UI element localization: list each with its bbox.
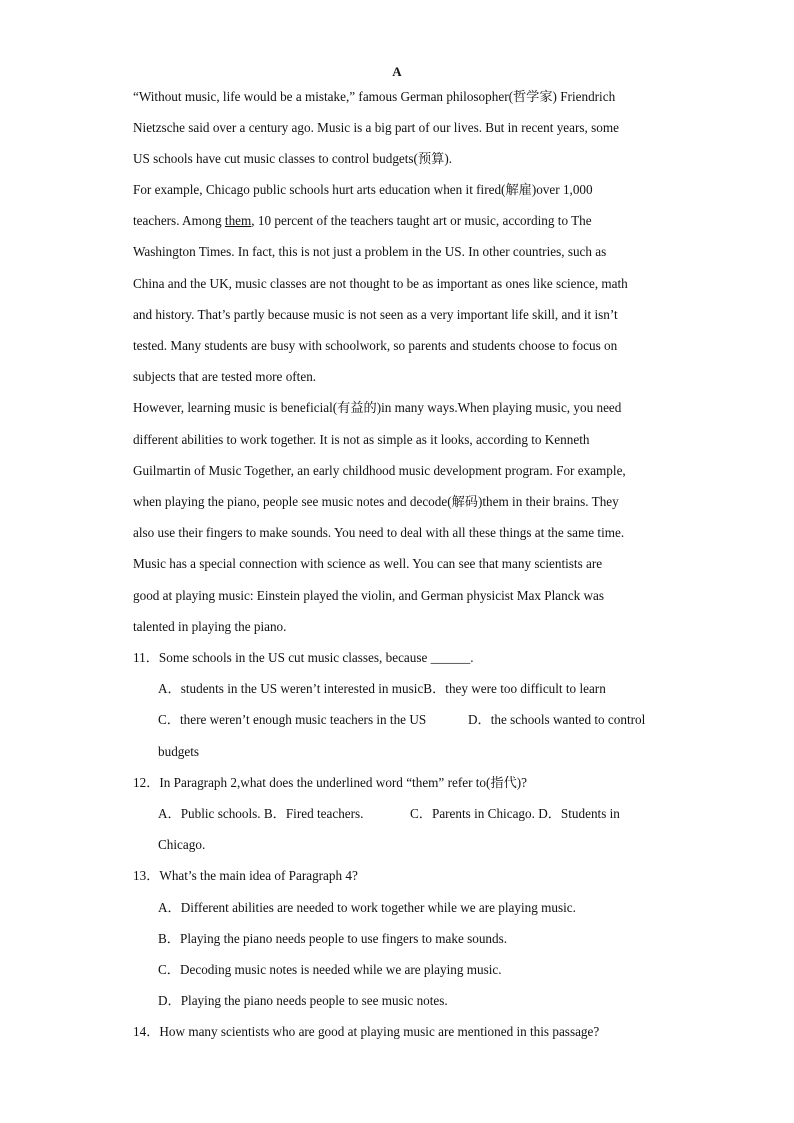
question-11-stem: 11．Some schools in the US cut music classes, because ______. [133, 650, 474, 665]
underlined-word: them [224, 213, 252, 228]
passage-line: good at playing music: Einstein played the violin, and German physicist Max Planck was [133, 588, 605, 603]
passage-line: “Without music, life would be a mistake,” famous German philosopher(哲学家) Friendrich [133, 89, 616, 104]
passage-line [133, 212, 592, 230]
passage-line: and history. That’s partly because music is not seen as a very important life skill, and it isn’t [133, 307, 618, 322]
question-12-stem: 12．In Paragraph 2,what does the underlined word “them” refer to(指代)? [133, 775, 528, 790]
question-13-option-d: D．Playing the piano needs people to see music notes. [158, 993, 448, 1008]
question-11-option-d: D．the schools wanted to control [468, 712, 646, 727]
passage-line: also use their fingers to make sounds. You need to deal with all these things at the same time. [133, 525, 625, 540]
passage-line: when playing the piano, people see music notes and decode(解码)them in their brains. They [133, 494, 619, 509]
question-11-options-ab: A．students in the US weren’t interested in musicB．they were too difficult to learn [158, 681, 606, 696]
passage-line: China and the UK, music classes are not thought to be as important as ones like science, math [133, 276, 628, 291]
passage-line: However, learning music is beneficial(有益的)in many ways.When playing music, you need [133, 400, 622, 415]
passage-line: Washington Times. In fact, this is not just a problem in the US. In other countries, such as [133, 244, 607, 259]
passage-line: tested. Many students are busy with schoolwork, so parents and students choose to focus on [133, 338, 618, 353]
passage-line: different abilities to work together. It is not as simple as it looks, according to Kenneth [133, 432, 590, 447]
question-13-option-b: B．Playing the piano needs people to use fingers to make sounds. [158, 931, 508, 946]
question-13-option-a: A．Different abilities are needed to work together while we are playing music. [158, 900, 576, 915]
question-11-option-c: C．there weren’t enough music teachers in the US [158, 712, 427, 727]
passage-line: talented in playing the piano. [133, 619, 287, 634]
passage-line: Guilmartin of Music Together, an early childhood music development program. For example, [133, 463, 626, 478]
passage-line: subjects that are tested more often. [133, 369, 317, 384]
question-13-stem: 13．What’s the main idea of Paragraph 4? [133, 868, 358, 883]
question-11-option-d-cont: budgets [158, 744, 200, 759]
question-13-option-c: C．Decoding music notes is needed while we are playing music. [158, 962, 502, 977]
question-12-options-ab: A．Public schools. B．Fired teachers. [158, 806, 364, 821]
passage-line: US schools have cut music classes to control budgets(预算). [133, 151, 453, 166]
question-12-option-d-cont: Chicago. [158, 837, 206, 852]
question-12-options-cd: C．Parents in Chicago. D．Students in [410, 806, 620, 821]
passage-text: , 10 percent of the teachers taught art or music, according to The [251, 213, 592, 228]
passage-text: teachers. Among [133, 213, 225, 228]
passage-line: For example, Chicago public schools hurt arts education when it fired(解雇)over 1,000 [133, 182, 593, 197]
passage-line: Nietzsche said over a century ago. Music is a big part of our lives. But in recent years, some [133, 120, 619, 135]
question-14-stem: 14．How many scientists who are good at playing music are mentioned in this passage? [133, 1024, 600, 1039]
passage-line: Music has a special connection with science as well. You can see that many scientists are [133, 556, 603, 571]
passage-title: A [392, 64, 402, 79]
